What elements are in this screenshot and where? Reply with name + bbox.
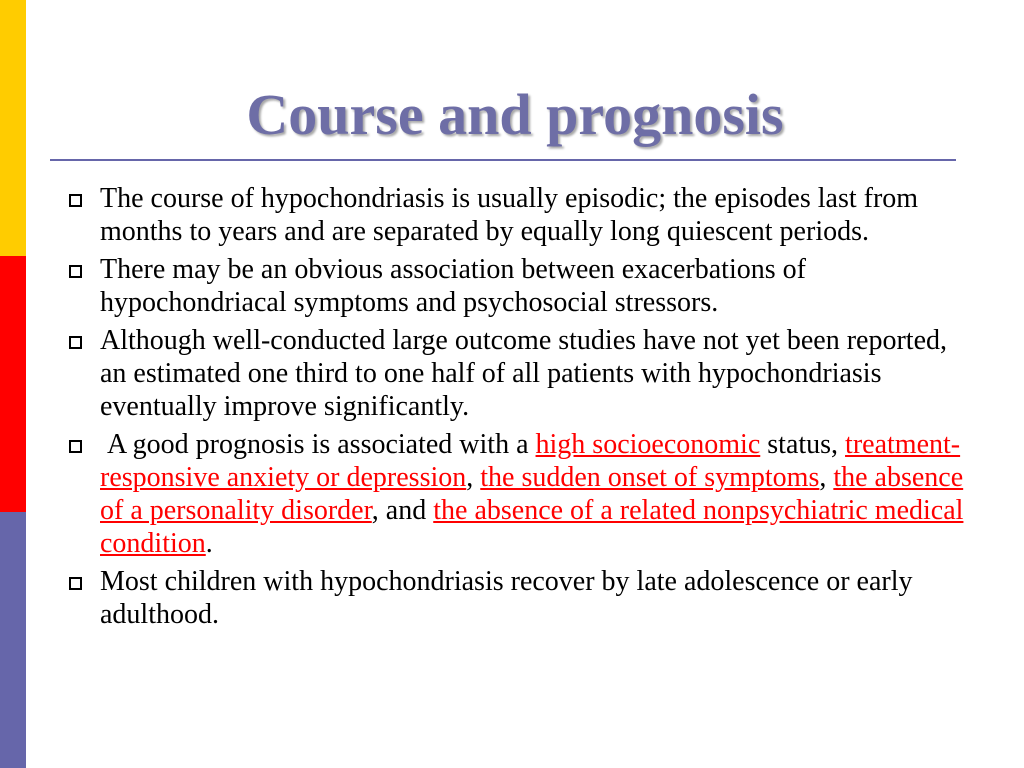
square-bullet-icon <box>69 265 82 278</box>
accent-bar-blue <box>0 512 26 768</box>
bullet-text-part: status, <box>760 429 846 460</box>
accent-bar-red <box>0 256 26 512</box>
bullet-text-part: , and <box>371 495 434 526</box>
highlight-high-socioeconomic[interactable]: high socioeconomic <box>535 429 761 460</box>
bullet-text: Most children with hypochondriasis recover by late adolescence or early adulthood. <box>100 566 913 630</box>
highlight-sudden-onset[interactable]: the sudden onset of symptoms <box>480 462 820 493</box>
accent-bar-yellow <box>0 0 26 256</box>
bullet-text-part: A good prognosis is associated with a <box>100 429 536 460</box>
square-bullet-icon <box>69 577 82 590</box>
bullet-text: The course of hypochondriasis is usually episodic; the episodes last from months to years and are separated by equally long quiescent periods. <box>100 183 919 247</box>
bullet-text-part: . <box>205 528 213 559</box>
bullet-item <box>66 565 966 631</box>
bullet-text-part: , <box>819 462 834 493</box>
bullet-text: There may be an obvious association between exacerbations of hypochondriacal symptoms and psychosocial stressors. <box>100 254 806 318</box>
square-bullet-icon <box>69 440 82 453</box>
square-bullet-icon <box>69 336 82 349</box>
bullet-item <box>66 253 966 319</box>
square-bullet-icon <box>69 194 82 207</box>
bullet-item <box>66 428 966 560</box>
bullet-list <box>66 182 966 636</box>
bullet-text-part: , <box>466 462 481 493</box>
bullet-item <box>66 182 966 248</box>
title-divider <box>50 159 956 161</box>
bullet-text: Although well-conducted large outcome studies have not yet been reported, an estimated one third to one half of all patients with hypochondriasis eventually improve significantly. <box>100 325 947 422</box>
highlight-absence-medical-condition[interactable]: the absence of a related nonpsychiatric medical condition <box>100 495 964 559</box>
bullet-item <box>66 324 966 423</box>
highlight-absence-personality-disorder[interactable]: the absence of a personality disorder <box>100 462 964 526</box>
slide-title: Course and prognosis <box>246 82 784 147</box>
highlight-treatment-responsive[interactable]: treatment-responsive anxiety or depression <box>100 429 961 493</box>
